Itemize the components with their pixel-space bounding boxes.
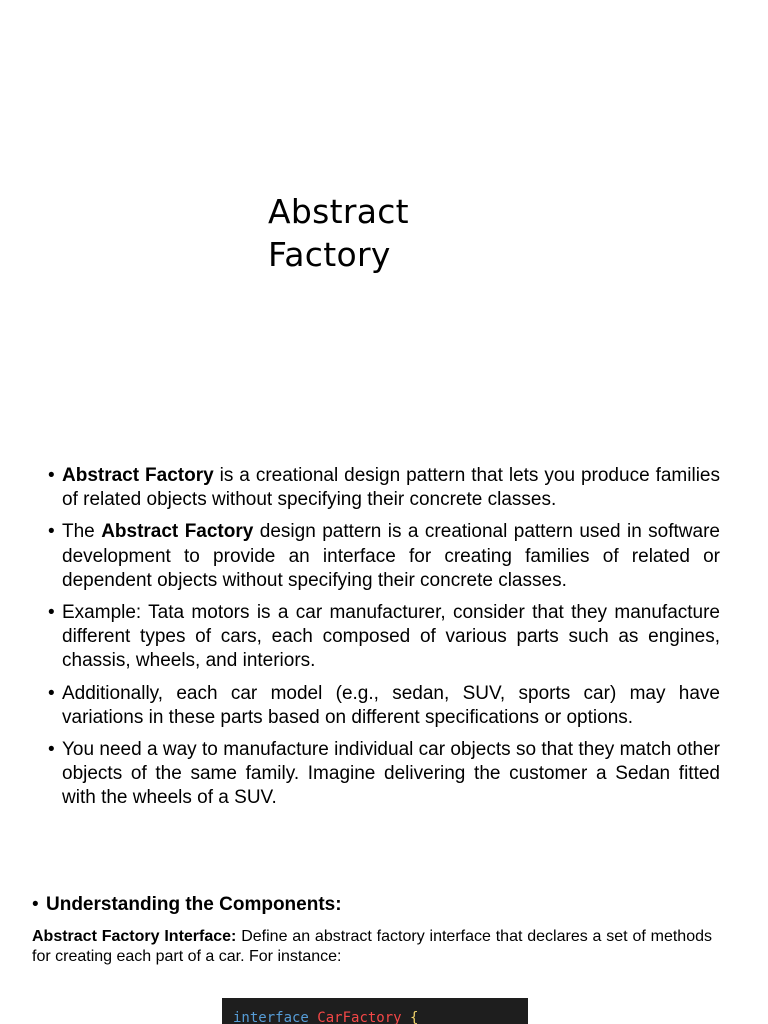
bullet-text: is a creational design pattern that lets you produce families of related objects without specifying their concrete classes.: [62, 465, 720, 511]
page-title: [268, 190, 409, 276]
bullet-text-pre: The: [62, 521, 102, 543]
factory-interface-text: Define an abstract factory interface that declares a set of methods for creating each part of a car. For instance:: [32, 928, 712, 965]
bullet-item: [48, 601, 720, 674]
bullet-item: [48, 682, 720, 730]
bullet-text: You need a way to manufacture individual car objects so that they match other objects of the same family. Imagine delivering the customer a Sedan fitted with the wheels of a SUV.: [62, 739, 720, 809]
bullet-list: [48, 464, 720, 819]
code-snippet: [222, 998, 528, 1024]
factory-interface-description: [32, 927, 712, 967]
bullet-item: [48, 520, 720, 593]
components-heading: • Understanding the Components:: [32, 893, 342, 917]
bullet-item: [48, 738, 720, 811]
code-brace: {: [410, 1010, 419, 1024]
bullet-text: Example: Tata motors is a car manufacturer, consider that they manufacture different types of cars, each composed of various parts such as engines, chassis, wheels, and interiors.: [62, 602, 720, 672]
bullet-item: [48, 464, 720, 512]
title-line-1: Abstract: [268, 192, 409, 231]
code-keyword: interface: [233, 1010, 309, 1024]
bullet-text: design pattern is a creational pattern used in software development to provide an interface for creating families of related or dependent objects without specifying their concrete classes.: [62, 521, 720, 591]
code-class-name: CarFactory: [317, 1010, 402, 1024]
bullet-bold: Abstract Factory: [101, 521, 254, 543]
title-line-2: Factory: [268, 235, 391, 274]
bullet-text: Additionally, each car model (e.g., sedan, SUV, sports car) may have variations in these parts based on different specifications or options.: [62, 682, 720, 728]
bullet-bold: Abstract Factory: [62, 465, 214, 486]
factory-interface-label: Abstract Factory Interface:: [32, 928, 237, 945]
